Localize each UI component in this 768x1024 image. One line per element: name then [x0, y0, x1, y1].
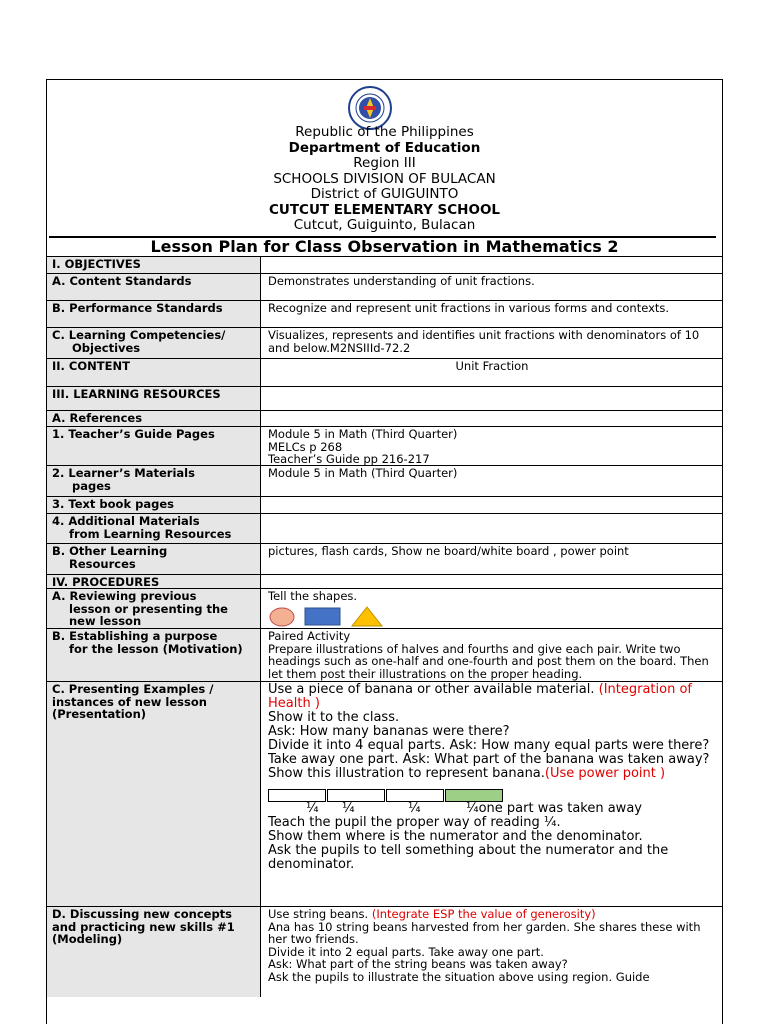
row-label — [47, 328, 261, 358]
row-label-line: (Presentation) — [52, 707, 147, 721]
row-label — [47, 589, 261, 628]
row-label-line: C. Learning Competencies/ — [52, 328, 226, 342]
row-label-line: 2. Learner’s Materials — [52, 466, 195, 480]
row-label — [47, 682, 261, 906]
row-value: Unit Fraction — [261, 359, 723, 386]
table-row — [47, 513, 722, 543]
row-label-line: A. Reviewing previous — [52, 589, 197, 603]
header-line-7: Cutcut, Guiguinto, Bulacan — [293, 217, 476, 233]
row-label-line: pages — [72, 478, 111, 493]
row-label — [47, 907, 261, 997]
fraction-labels — [268, 802, 716, 816]
row-value: Recognize and represent unit fractions in various forms and contexts. — [261, 301, 723, 327]
header-line-3: Region III — [353, 155, 416, 171]
table-row — [47, 628, 722, 681]
row-label-line: for the lesson (Motivation) — [69, 641, 243, 656]
row-label-line: Resources — [69, 556, 136, 571]
integration-note: (Integration of Health ) — [268, 682, 692, 711]
row-label-line: Objectives — [72, 340, 141, 355]
value-line — [268, 908, 716, 921]
row-label-line: B. Establishing a purpose — [52, 629, 218, 643]
integration-note: (Use power point ) — [544, 766, 666, 781]
row-value — [261, 575, 723, 588]
value-line: Ana has 10 string beans harvested from her garden. She shares these with her two friends. — [268, 919, 701, 946]
table-row — [47, 300, 722, 327]
value-line: Paired Activity — [268, 629, 351, 643]
table-row — [47, 327, 722, 358]
triangle-shape-icon — [350, 606, 384, 628]
table-row — [47, 543, 722, 574]
row-label — [47, 514, 261, 543]
value-line: Show it to the class. — [268, 710, 400, 725]
row-label-line: and practicing new skills #1 — [52, 919, 235, 934]
value-line: Ask the pupils to tell something about the numerator and the denominator. — [268, 843, 669, 872]
row-value: Demonstrates understanding of unit fractions. — [261, 274, 723, 300]
table-row — [47, 906, 722, 997]
table-row — [47, 426, 722, 465]
row-label: 1. Teacher’s Guide Pages — [47, 427, 261, 465]
header-line-5: District of GUIGUINTO — [310, 186, 459, 202]
value-line: Ask the pupils to illustrate the situation above using region. Guide — [268, 969, 650, 984]
value-line: Tell the shapes. — [268, 589, 358, 603]
value-line: Teach the pupil the proper way of reading ¼. — [268, 815, 561, 830]
value-line: Prepare illustrations of halves and fourths and give each pair. Write two headings such as one-half and one-fourth and post them on the board. Then let them post their illustrations on the proper heading. — [268, 641, 709, 681]
value-text: Show this illustration to represent banana. — [268, 766, 545, 781]
value-text: Use a piece of banana or other available material. — [268, 682, 599, 697]
table-row — [47, 273, 722, 300]
header-line-6: CUTCUT ELEMENTARY SCHOOL — [268, 201, 501, 218]
row-value: Visualizes, represents and identifies unit fractions with denominators of 10 and below.M2NSIIId-72.2 — [261, 328, 723, 358]
title-rule — [49, 236, 716, 238]
row-label: A. References — [47, 411, 261, 426]
square-shape-icon — [304, 607, 342, 627]
row-label: B. Performance Standards — [47, 301, 261, 327]
circle-shape-icon — [268, 607, 296, 627]
row-value — [261, 907, 723, 997]
row-label: 3. Text book pages — [47, 497, 261, 513]
row-label: IV. PROCEDURES — [47, 575, 261, 588]
table-row — [47, 358, 722, 386]
integration-note: (Integrate ESP the value of generosity) — [371, 907, 596, 921]
row-value — [261, 411, 723, 426]
fraction-label: ¼ — [306, 801, 319, 816]
row-label-line: instances of new lesson — [52, 694, 207, 709]
row-value — [261, 629, 723, 681]
row-label-line: D. Discussing new concepts — [52, 907, 233, 921]
table-row — [47, 465, 722, 496]
value-line: Divide it into 4 equal parts. Ask: How many equal parts were there? — [268, 738, 710, 753]
value-line: Ask: How many bananas were there? — [268, 724, 510, 739]
row-label-line: C. Presenting Examples / — [52, 682, 214, 696]
row-label-line: new lesson — [69, 614, 142, 628]
header-line-4: SCHOOLS DIVISION OF BULACAN — [273, 170, 496, 187]
row-label-line: 4. Additional Materials — [52, 514, 200, 528]
value-line: Divide it into 2 equal parts. Take away one part. — [268, 944, 544, 959]
header-line-2: Department of Education — [288, 139, 481, 156]
value-line — [268, 767, 716, 781]
value-line: Take away one part. Ask: What part of the banana was taken away? — [268, 752, 710, 767]
table-row — [47, 496, 722, 513]
fraction-label: ¼ — [408, 801, 421, 816]
row-label — [47, 466, 261, 496]
row-label: II. CONTENT — [47, 359, 261, 386]
row-value: pictures, flash cards, Show ne board/white board , power point — [261, 544, 723, 574]
row-label — [47, 544, 261, 574]
row-value: Module 5 in Math (Third Quarter) — [261, 466, 723, 496]
header-line-1: Republic of the Philippines — [295, 124, 474, 140]
row-value — [261, 589, 723, 628]
row-value — [261, 514, 723, 543]
table-row — [47, 386, 722, 410]
fraction-label: ¼ — [342, 801, 355, 816]
document-header — [47, 80, 722, 238]
row-label: A. Content Standards — [47, 274, 261, 300]
row-label — [47, 629, 261, 681]
row-label-line: lesson or presenting the — [69, 601, 228, 616]
value-line: MELCs p 268 — [268, 439, 343, 454]
row-label-line: (Modeling) — [52, 932, 123, 946]
page-title: Lesson Plan for Class Observation in Mathematics 2 — [150, 237, 619, 256]
table-row — [47, 588, 722, 628]
shapes-illustration — [268, 606, 716, 628]
table-row — [47, 681, 722, 906]
fraction-cell — [327, 789, 385, 802]
row-value — [261, 497, 723, 513]
value-line: Teacher’s Guide pp 216-217 — [268, 452, 430, 466]
value-text: Use string beans. — [268, 907, 372, 921]
fraction-label: ¼one part was taken away — [466, 801, 642, 816]
row-label: III. LEARNING RESOURCES — [47, 387, 261, 410]
value-line — [268, 683, 716, 711]
value-line: Module 5 in Math (Third Quarter) — [268, 427, 458, 441]
row-value — [261, 427, 723, 465]
row-label-line: from Learning Resources — [69, 526, 232, 541]
row-value — [261, 387, 723, 410]
row-label-line: B. Other Learning — [52, 544, 168, 558]
table-row — [47, 410, 722, 426]
row-label: I. OBJECTIVES — [47, 257, 261, 273]
row-value — [261, 682, 723, 906]
table-row — [47, 256, 722, 273]
value-line: Show them where is the numerator and the denominator. — [268, 829, 643, 844]
row-value — [261, 257, 723, 273]
lesson-plan-page — [46, 79, 723, 1024]
table-row — [47, 574, 722, 588]
value-line: Ask: What part of the string beans was taken away? — [268, 957, 568, 971]
